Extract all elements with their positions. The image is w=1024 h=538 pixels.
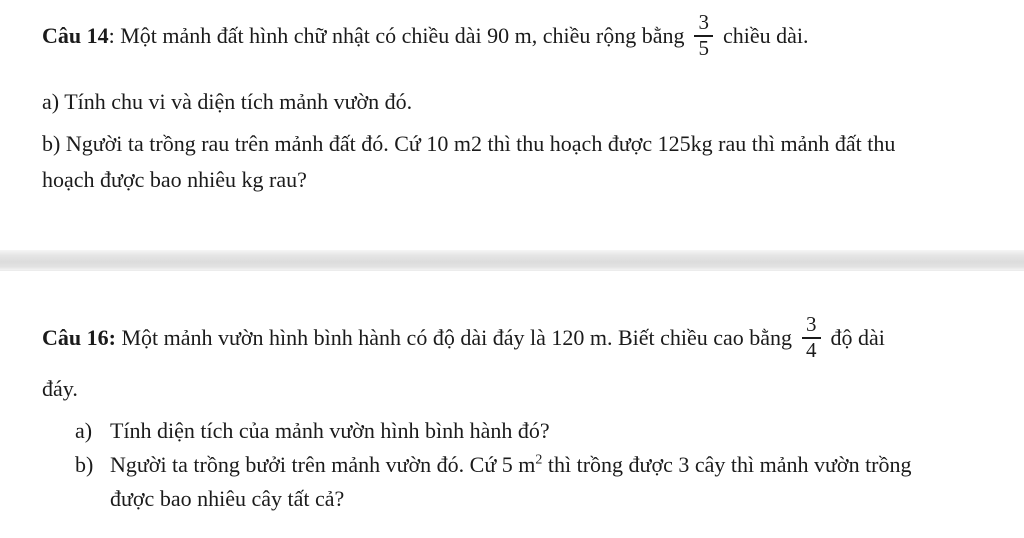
item-b-text-part2: thì trồng được 3 cây thì mảnh vườn trồng [542, 452, 912, 477]
item-a-marker: a) [75, 418, 93, 443]
problem-16-item-b-line2: được bao nhiêu cây tất cả? [110, 486, 345, 511]
problem-16-intro-wrap: đáy. [42, 376, 78, 401]
problem-14-label: Câu 14 [42, 23, 109, 48]
problem-14-item-a: a) Tính chu vi và diện tích mảnh vườn đó. [42, 89, 413, 114]
problem-16-item-b [75, 449, 990, 480]
fraction-numerator: 3 [806, 312, 817, 337]
problem-16-section [42, 310, 990, 514]
item-b-text [110, 449, 990, 480]
fraction-denominator: 5 [698, 36, 709, 60]
item-b-text-part1: Người ta trồng bưởi trên mảnh vườn đó. Cứ 5 m [110, 452, 536, 477]
problem-14-section [42, 8, 990, 196]
fraction-three-fourths [802, 313, 821, 362]
problem-14-item-b-line2: hoạch được bao nhiêu kg rau? [42, 167, 307, 192]
problem-14-text-before-fraction: : Một mảnh đất hình chữ nhật có chiều dài 90 m, chiều rộng bằng [108, 23, 685, 48]
problem-16-label: Câu 16: [42, 325, 116, 350]
problem-16-item-a [75, 415, 990, 446]
item-b-marker: b) [75, 452, 94, 477]
fraction-three-fifths [694, 11, 713, 60]
problem-16-intro [42, 310, 990, 366]
problem-16-text-after-fraction: độ dài [830, 325, 885, 350]
fraction-numerator: 3 [698, 10, 709, 35]
problem-14-intro [42, 8, 990, 64]
problem-14-text-after-fraction: chiều dài. [722, 23, 809, 48]
problem-16-text-before-fraction: Một mảnh vườn hình bình hành có độ dài đáy là 120 m. Biết chiều cao bằng [121, 325, 793, 350]
problem-14-item-b-line1: b) Người ta trồng rau trên mảnh đất đó. Cứ 10 m2 thì thu hoạch được 125kg rau thì mảnh đất thu [42, 131, 896, 156]
item-a-text: Tính diện tích của mảnh vườn hình bình hành đó? [110, 418, 550, 443]
squared-superscript: 2 [535, 452, 543, 468]
section-divider [0, 250, 1024, 271]
fraction-denominator: 4 [806, 338, 817, 362]
